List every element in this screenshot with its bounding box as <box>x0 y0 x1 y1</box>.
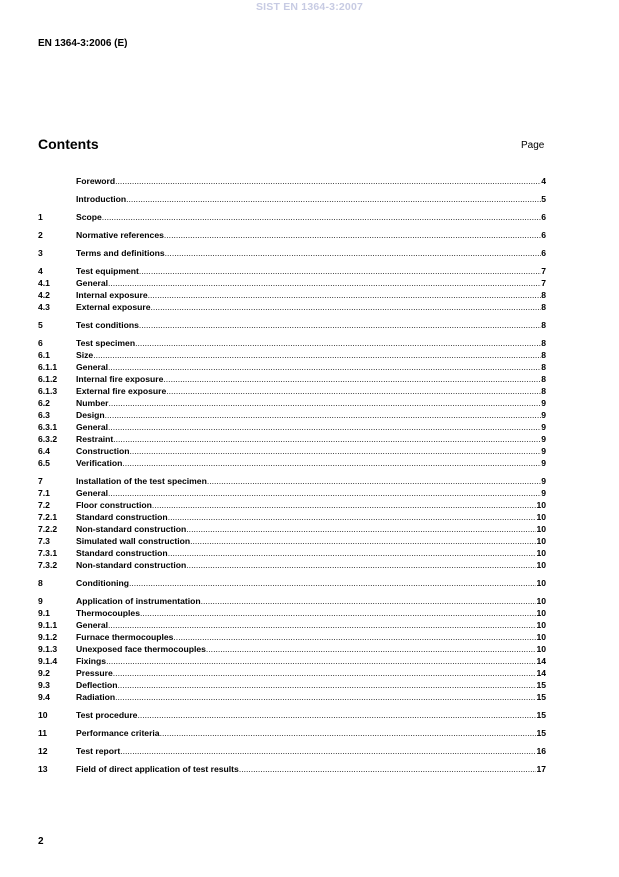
toc-entry[interactable] <box>38 619 546 631</box>
toc-dot-leader <box>206 643 537 655</box>
toc-entry-title[interactable]: Construction <box>76 446 130 456</box>
watermark: SIST EN 1364-3:2007 <box>255 1 364 13</box>
toc-entry-title[interactable]: Fixings <box>76 656 107 666</box>
toc-entry-page: 14 <box>536 656 546 666</box>
toc-entry[interactable] <box>38 577 546 589</box>
toc-entry-page: 8 <box>541 290 546 300</box>
toc-entry-title[interactable]: Terms and definitions <box>76 248 165 258</box>
toc-dot-leader <box>160 727 537 739</box>
toc-entry-title[interactable]: Size <box>76 350 94 360</box>
toc-entry-number: 7.3.2 <box>38 560 58 570</box>
toc-entry-title[interactable]: Furnace thermocouples <box>76 632 174 642</box>
toc-entry[interactable] <box>38 373 546 385</box>
toc-entry-page: 8 <box>541 338 546 348</box>
toc-entry[interactable] <box>38 175 546 187</box>
toc-entry-number: 6.2 <box>38 398 50 408</box>
toc-entry-page: 5 <box>541 194 546 204</box>
toc-dot-leader <box>115 691 536 703</box>
toc-entry-page: 6 <box>541 248 546 258</box>
toc-entry-title[interactable]: Scope <box>76 212 102 222</box>
toc-dot-leader <box>108 487 541 499</box>
toc-entry[interactable] <box>38 547 546 559</box>
toc-entry[interactable] <box>38 247 546 259</box>
toc-entry-page: 15 <box>536 710 546 720</box>
toc-entry-page: 17 <box>536 764 546 774</box>
toc-entry-page: 10 <box>536 536 546 546</box>
toc-entry-page: 10 <box>536 608 546 618</box>
toc-entry[interactable] <box>38 607 546 619</box>
toc-entry-title[interactable]: General <box>76 362 109 372</box>
toc-dot-leader <box>115 175 541 187</box>
toc-entry-page: 15 <box>536 692 546 702</box>
toc-dot-leader <box>108 397 541 409</box>
toc-dot-leader <box>152 499 537 511</box>
toc-entry[interactable] <box>38 289 546 301</box>
toc-entry-page: 6 <box>541 230 546 240</box>
toc-entry-number: 6.1.1 <box>38 362 58 372</box>
toc-entry-page: 10 <box>536 548 546 558</box>
toc-entry[interactable] <box>38 475 546 487</box>
toc-entry-page: 9 <box>541 458 546 468</box>
toc-entry-number: 6.3.2 <box>38 434 58 444</box>
toc-entry-page: 8 <box>541 386 546 396</box>
toc-entry-number: 4.1 <box>38 278 50 288</box>
toc-entry-title[interactable]: Test equipment <box>76 266 139 276</box>
toc-entry-title[interactable]: Test procedure <box>76 710 138 720</box>
toc-entry[interactable] <box>38 211 546 223</box>
toc-entry-number: 11 <box>38 728 48 738</box>
toc-entry[interactable] <box>38 349 546 361</box>
toc-entry[interactable] <box>38 523 546 535</box>
toc-entry-title[interactable]: Installation of the test specimen <box>76 476 207 486</box>
toc-entry-title[interactable]: General <box>76 488 109 498</box>
toc-entry-page: 10 <box>536 578 546 588</box>
toc-entry-title[interactable]: Number <box>76 398 109 408</box>
toc-entry[interactable] <box>38 319 546 331</box>
toc-dot-leader <box>186 559 536 571</box>
toc-entry[interactable] <box>38 763 546 775</box>
toc-entry-page: 9 <box>541 410 546 420</box>
toc-entry-title[interactable]: Internal exposure <box>76 290 148 300</box>
toc-dot-leader <box>168 547 537 559</box>
toc-entry-title[interactable]: Floor construction <box>76 500 152 510</box>
toc-entry-number: 6.1.3 <box>38 386 58 396</box>
toc-entry-page: 9 <box>541 476 546 486</box>
toc-entry[interactable] <box>38 409 546 421</box>
toc-entry-number: 7.2.1 <box>38 512 58 522</box>
toc-entry-number: 6.1 <box>38 350 50 360</box>
toc-dot-leader <box>129 445 541 457</box>
toc-entry-number: 9.1 <box>38 608 50 618</box>
toc-entry-number: 8 <box>38 578 43 588</box>
toc-entry-title[interactable]: External exposure <box>76 302 151 312</box>
toc-entry-number: 12 <box>38 746 48 756</box>
toc-entry-number: 9.1.2 <box>38 632 58 642</box>
toc-entry[interactable] <box>38 535 546 547</box>
toc-dot-leader <box>135 337 541 349</box>
toc-dot-leader <box>207 475 541 487</box>
toc-dot-leader <box>106 655 536 667</box>
toc-dot-leader <box>105 409 542 421</box>
toc-entry[interactable] <box>38 277 546 289</box>
toc-entry-number: 4 <box>38 266 43 276</box>
toc-entry-number: 5 <box>38 320 43 330</box>
toc-entry-number: 6.3.1 <box>38 422 58 432</box>
toc-entry-page: 7 <box>541 278 546 288</box>
toc-entry[interactable] <box>38 457 546 469</box>
toc-entry-title[interactable]: Internal fire exposure <box>76 374 164 384</box>
toc-entry-page: 10 <box>536 524 546 534</box>
toc-dot-leader <box>164 229 541 241</box>
toc-entry[interactable] <box>38 433 546 445</box>
toc-entry[interactable] <box>38 745 546 757</box>
toc-entry[interactable] <box>38 421 546 433</box>
toc-entry-title[interactable]: Application of instrumentation <box>76 596 201 606</box>
toc-entry-title[interactable]: Restraint <box>76 434 114 444</box>
toc-dot-leader <box>166 385 541 397</box>
toc-entry-title[interactable]: Standard construction <box>76 548 168 558</box>
toc-entry[interactable] <box>38 193 546 205</box>
toc-entry-page: 8 <box>541 302 546 312</box>
toc-entry-page: 6 <box>541 212 546 222</box>
toc-entry-number: 7.2 <box>38 500 50 510</box>
toc-entry[interactable] <box>38 445 546 457</box>
toc-dot-leader <box>108 277 541 289</box>
toc-entry-page: 10 <box>536 596 546 606</box>
toc-entry-page: 10 <box>536 620 546 630</box>
toc-entry-title[interactable]: Non-standard construction <box>76 524 187 534</box>
toc-entry[interactable] <box>38 667 546 679</box>
toc-entry-title[interactable]: Foreword <box>76 176 116 186</box>
toc-dot-leader <box>126 193 541 205</box>
toc-entry[interactable] <box>38 361 546 373</box>
toc-entry-title[interactable]: Unexposed face thermocouples <box>76 644 206 654</box>
page-column-label: Page <box>521 140 545 151</box>
toc-entry-title[interactable]: General <box>76 422 109 432</box>
toc-entry-number: 6 <box>38 338 43 348</box>
toc-entry-page: 15 <box>536 680 546 690</box>
toc-entry[interactable] <box>38 337 546 349</box>
toc-entry-title[interactable]: Normative references <box>76 230 164 240</box>
toc-entry-title[interactable]: Test report <box>76 746 121 756</box>
toc-dot-leader <box>201 595 537 607</box>
toc-entry-title[interactable]: Deflection <box>76 680 118 690</box>
toc-dot-leader <box>108 619 536 631</box>
toc-entry[interactable] <box>38 229 546 241</box>
toc-dot-leader <box>151 301 542 313</box>
toc-entry-number: 6.4 <box>38 446 50 456</box>
toc-entry-page: 9 <box>541 398 546 408</box>
toc-entry-number: 9.2 <box>38 668 50 678</box>
toc-dot-leader <box>108 421 541 433</box>
toc-entry-title[interactable]: Performance criteria <box>76 728 160 738</box>
toc-entry-page: 16 <box>536 746 546 756</box>
toc-dot-leader <box>137 709 536 721</box>
toc-entry-page: 14 <box>536 668 546 678</box>
toc-entry-title[interactable]: General <box>76 620 109 630</box>
toc-entry-number: 1 <box>38 212 43 222</box>
toc-dot-leader <box>140 607 536 619</box>
toc-dot-leader <box>122 457 541 469</box>
toc-entry-page: 15 <box>536 728 546 738</box>
toc-dot-leader <box>173 631 536 643</box>
toc-entry-page: 10 <box>536 512 546 522</box>
toc-entry-page: 9 <box>541 422 546 432</box>
toc-dot-leader <box>190 535 536 547</box>
toc-entry-number: 7.1 <box>38 488 50 498</box>
toc-entry-number: 13 <box>38 764 48 774</box>
toc-entry-number: 3 <box>38 248 43 258</box>
toc-entry[interactable] <box>38 385 546 397</box>
toc-entry[interactable] <box>38 691 546 703</box>
toc-entry[interactable] <box>38 559 546 571</box>
toc-entry[interactable] <box>38 643 546 655</box>
toc-entry-title[interactable]: Test conditions <box>76 320 139 330</box>
toc-entry-number: 4.3 <box>38 302 50 312</box>
toc-entry-number: 7 <box>38 476 43 486</box>
toc-dot-leader <box>113 667 537 679</box>
toc-entry-page: 9 <box>541 446 546 456</box>
toc-entry-page: 7 <box>541 266 546 276</box>
toc-entry-number: 9.3 <box>38 680 50 690</box>
toc-entry-title[interactable]: Verification <box>76 458 123 468</box>
toc-entry[interactable] <box>38 727 546 739</box>
toc-entry-title[interactable]: Field of direct application of test results <box>76 764 239 774</box>
toc-entry-page: 10 <box>536 632 546 642</box>
toc-entry-number: 7.3.1 <box>38 548 58 558</box>
toc-dot-leader <box>108 361 541 373</box>
toc-entry-number: 9 <box>38 596 43 606</box>
toc-entry-number: 7.2.2 <box>38 524 58 534</box>
toc-entry-number: 6.5 <box>38 458 50 468</box>
toc-entry-page: 10 <box>536 560 546 570</box>
toc-entry-number: 9.4 <box>38 692 50 702</box>
toc-entry[interactable] <box>38 499 546 511</box>
toc-entry-title[interactable]: Test specimen <box>76 338 136 348</box>
toc-dot-leader <box>118 679 537 691</box>
toc-entry-page: 9 <box>541 434 546 444</box>
toc-entry-page: 10 <box>536 644 546 654</box>
toc-entry-page: 4 <box>541 176 546 186</box>
toc-entry-title[interactable]: Conditioning <box>76 578 129 588</box>
toc-entry-title[interactable]: Thermocouples <box>76 608 140 618</box>
toc-entry-title[interactable]: Standard construction <box>76 512 168 522</box>
toc-entry[interactable] <box>38 655 546 667</box>
toc-entry-title[interactable]: General <box>76 278 109 288</box>
toc-entry-page: 9 <box>541 488 546 498</box>
toc-dot-leader <box>163 373 541 385</box>
toc-dot-leader <box>239 763 537 775</box>
toc-dot-leader <box>148 289 542 301</box>
toc-entry-page: 8 <box>541 362 546 372</box>
toc-dot-leader <box>139 265 541 277</box>
toc-entry[interactable] <box>38 511 546 523</box>
toc-dot-leader <box>93 349 541 361</box>
toc-entry-page: 8 <box>541 374 546 384</box>
toc-entry[interactable] <box>38 397 546 409</box>
toc-entry-title[interactable]: Introduction <box>76 194 127 204</box>
toc-dot-leader <box>102 211 541 223</box>
toc-entry-page: 10 <box>536 500 546 510</box>
toc-entry[interactable] <box>38 265 546 277</box>
toc-dot-leader <box>129 577 536 589</box>
toc-dot-leader <box>186 523 536 535</box>
contents-heading: Contents <box>38 136 99 152</box>
toc-entry-page: 8 <box>541 320 546 330</box>
toc-entry[interactable] <box>38 679 546 691</box>
toc-dot-leader <box>165 247 542 259</box>
toc-dot-leader <box>139 319 541 331</box>
toc-entry[interactable] <box>38 487 546 499</box>
toc-entry[interactable] <box>38 631 546 643</box>
toc-entry[interactable] <box>38 709 546 721</box>
toc-entry-number: 2 <box>38 230 43 240</box>
toc-entry-number: 6.1.2 <box>38 374 58 384</box>
toc-entry[interactable] <box>38 595 546 607</box>
page-number: 2 <box>38 836 44 847</box>
toc-entry-title[interactable]: Non-standard construction <box>76 560 187 570</box>
toc-entry-number: 6.3 <box>38 410 50 420</box>
document-id: EN 1364-3:2006 (E) <box>38 38 128 49</box>
toc-dot-leader <box>168 511 537 523</box>
toc-dot-leader <box>113 433 541 445</box>
toc-entry-number: 10 <box>38 710 48 720</box>
table-of-contents <box>38 175 546 775</box>
toc-entry-title[interactable]: Pressure <box>76 668 113 678</box>
toc-entry-number: 4.2 <box>38 290 50 300</box>
toc-entry-page: 8 <box>541 350 546 360</box>
toc-entry-title[interactable]: Design <box>76 410 105 420</box>
toc-entry-number: 9.1.1 <box>38 620 58 630</box>
toc-dot-leader <box>120 745 536 757</box>
toc-entry-title[interactable]: External fire exposure <box>76 386 167 396</box>
toc-entry-title[interactable]: Simulated wall construction <box>76 536 191 546</box>
toc-entry[interactable] <box>38 301 546 313</box>
toc-entry-number: 9.1.3 <box>38 644 58 654</box>
toc-entry-title[interactable]: Radiation <box>76 692 116 702</box>
toc-entry-number: 9.1.4 <box>38 656 58 666</box>
toc-entry-number: 7.3 <box>38 536 50 546</box>
